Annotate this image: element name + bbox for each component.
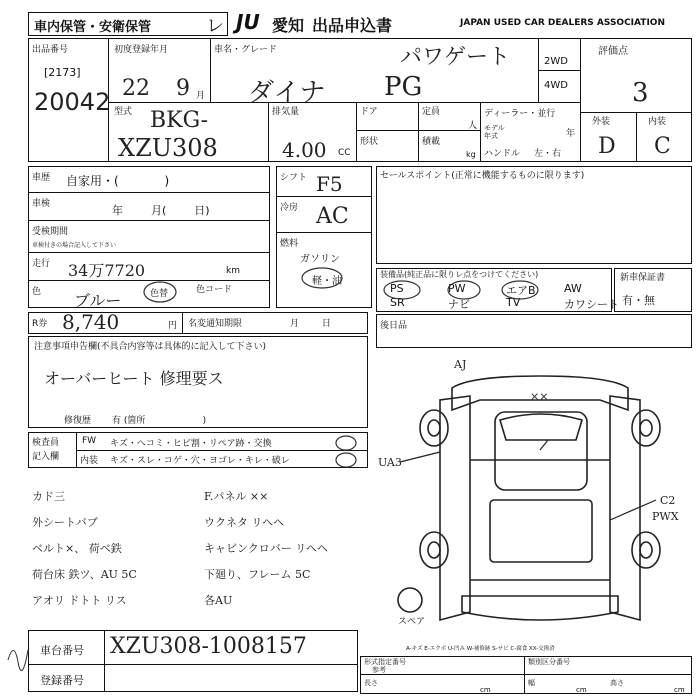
diagram-label-pwx: PWX — [652, 510, 679, 523]
score-label: 評価点 — [598, 46, 628, 57]
inspector-note: カド三 — [32, 490, 65, 503]
int-inspect-label: 内装 — [80, 456, 99, 466]
damage-legend: A-キズ E-エクボ U-凹み W-補修跡 S-サビ C-腐食 XX-交換済 — [406, 646, 555, 652]
storage-mark: レ — [206, 16, 224, 37]
drive-2wd: 2WD — [544, 56, 568, 67]
equip-item: SR — [390, 296, 405, 309]
car-right-side — [610, 396, 640, 620]
recycle-value: 8,740 — [62, 310, 120, 334]
inspector-note: 荷台床 鉄ツ、AU 5C — [32, 568, 137, 581]
reg-month-unit: 月 — [196, 91, 206, 101]
int-grade: C — [654, 134, 671, 159]
color-value: ブルー — [74, 291, 122, 310]
lot-sub: [2173] — [44, 66, 81, 79]
mileage-value: 34万7720 — [68, 261, 146, 280]
cm-2: cm — [576, 686, 587, 694]
score: 3 — [632, 78, 649, 108]
fuel-gas: ガソリン — [300, 254, 340, 265]
shift-label: シフト — [280, 173, 308, 183]
spec-label-2: 類別区分番号 — [528, 658, 570, 666]
equip-item: ナビ — [448, 298, 470, 311]
color-label: 色 — [32, 287, 42, 297]
ac-value: AC — [316, 204, 349, 229]
handle-opts: 左・右 — [534, 149, 562, 159]
load-unit: kg — [466, 150, 476, 159]
handle-label: ハンドル — [484, 149, 521, 159]
shaken-value: 年 月( 日) — [112, 204, 210, 217]
lot-number: 20042 — [34, 88, 111, 116]
org-english: JAPAN USED CAR DEALERS ASSOCIATION — [460, 18, 665, 28]
reg-month: 9 — [176, 76, 190, 101]
name-change-value: 月 日 — [290, 319, 331, 329]
circle-ps — [384, 281, 420, 299]
spare-tire — [398, 588, 422, 612]
fw-items: キズ・へコミ・ヒビ割・リペア跡・交換 — [110, 439, 272, 449]
diagram-label-ua3: UA3 — [378, 456, 402, 469]
height-label: 高さ — [610, 679, 624, 687]
equip-item: AW — [564, 282, 582, 295]
circle-yabure — [336, 453, 356, 467]
c2-leader — [610, 500, 656, 520]
jukensho-label: 受検期間 — [32, 227, 69, 237]
notice-label: 注意事項申告欄(不具合内容等は具体的に記入して下さい) — [34, 342, 267, 352]
circle-color-change — [144, 282, 176, 302]
recycle-unit: 円 — [168, 321, 178, 331]
equip-item: PS — [390, 282, 404, 295]
windshield — [500, 414, 582, 440]
car-left-side — [440, 396, 470, 620]
mileage-unit: km — [226, 266, 240, 276]
inspector-note: 外シートバブ — [32, 516, 98, 529]
diagram-label-xx: ×× — [530, 390, 549, 403]
ref-label-1: 参考 — [372, 666, 386, 674]
inspector-note: アオリ ドトト リス — [32, 594, 127, 607]
width-label: 幅 — [528, 679, 535, 687]
frame-value: XZU308-1008157 — [110, 634, 307, 659]
hand-squiggle — [8, 650, 28, 671]
reg-year: 22 — [122, 76, 150, 101]
equip-label: 装備品(純正品に限りレ点をつけてください) — [380, 270, 539, 279]
cab-roof — [495, 412, 587, 490]
equip-item: PW — [448, 282, 466, 295]
inspector-note: 下廻り、フレーム 5C — [204, 568, 311, 581]
name-change-label: 名変通知期限 — [188, 319, 243, 329]
spec-label-1: 形式指定番号 — [364, 658, 406, 666]
load-label: 積載 — [422, 137, 441, 147]
cargo-bed — [490, 500, 592, 562]
shaken-label: 車検 — [32, 199, 51, 209]
door-label: ドア — [360, 107, 378, 117]
later-label: 後日品 — [380, 321, 408, 331]
int-label: 内装 — [648, 117, 667, 127]
fuel-diesel: 軽・油 — [312, 276, 342, 287]
repair-label: 修復歴 — [64, 416, 92, 426]
equip-item: カワシート — [564, 298, 619, 311]
diagram-label-c2: C2 — [660, 494, 676, 507]
ac-label: 冷房 — [280, 203, 299, 213]
car-rear — [462, 596, 618, 620]
model-year-unit: 年 — [566, 129, 576, 139]
jukensho-sub: 車検付きの場合記入して下さい — [32, 242, 117, 249]
type-value: BKG- — [150, 108, 209, 133]
ua3-leader — [400, 452, 440, 462]
storage-label: 車内保管・安衛保管 — [34, 20, 152, 35]
new-warranty-value: 有・無 — [622, 294, 655, 307]
form-title: 出品申込書 — [312, 16, 393, 35]
inspect-label: 検査員 記入欄 — [32, 438, 60, 462]
drive-4wd: 4WD — [544, 80, 568, 91]
diagram-label-aj: AJ — [454, 358, 467, 371]
reg-label: 初度登録年月 — [114, 45, 169, 55]
frame-label: 車台番号 — [40, 644, 84, 657]
int-items: キズ・スレ・コゲ・穴・ヨゴレ・キレ・破レ — [110, 456, 290, 466]
lot-label: 出品番号 — [32, 45, 69, 55]
model-label: 車名・グレード — [214, 45, 278, 55]
org-name: 愛知 — [272, 16, 305, 35]
cap-label: 定員 — [422, 107, 441, 117]
circle-diesel — [302, 268, 342, 288]
mileage-label: 走行 — [32, 259, 51, 269]
inspector-note: F.パネル ×× — [204, 490, 269, 503]
wheel-fl — [420, 410, 448, 446]
grade-note: パワゲート — [400, 45, 511, 70]
sales-point-label: セールスポイント(正常に機能するものに限ります) — [380, 171, 585, 181]
reg-num-label: 登録番号 — [40, 674, 84, 687]
wheel-rl — [420, 532, 448, 568]
cm-1: cm — [480, 686, 491, 694]
shift-value: F5 — [316, 172, 343, 196]
diagram-label-spare: スペア — [398, 617, 426, 627]
ext-grade: D — [598, 134, 616, 159]
disp-value: 4.00 — [282, 138, 327, 162]
type-label: 型式 — [114, 107, 133, 117]
new-warranty-label: 新車保証書 — [620, 273, 666, 283]
inspector-note: ベルト×、 荷ベ鉄 — [32, 542, 122, 555]
wheel-fr — [632, 410, 660, 446]
inspector-note: キャビンクロバー リヘヘ — [204, 542, 329, 555]
cap-unit: 人 — [468, 121, 478, 131]
inspector-note: 各AU — [204, 594, 233, 607]
fw-label: FW — [82, 436, 97, 446]
circle-kouk — [336, 436, 356, 450]
circle-airbag — [502, 281, 538, 299]
cm-3: cm — [674, 686, 685, 694]
wheel-rr — [632, 532, 660, 568]
model-name: ダイナ — [248, 78, 326, 108]
equip-item: エアB — [506, 284, 536, 297]
model-year-label: モデル 年式 — [484, 124, 505, 140]
chassis-value: XZU308 — [118, 134, 218, 162]
disp-label: 排気量 — [272, 107, 300, 117]
dealer-label: ディーラー・並行 — [484, 109, 556, 119]
shape-label: 形状 — [360, 137, 379, 147]
inspector-note: ウクネタ リヘヘ — [204, 516, 285, 529]
disp-unit: CC — [338, 148, 351, 158]
recycle-label: R券 — [32, 319, 48, 329]
repair-value: 有 (箇所 ) — [112, 416, 207, 426]
fuel-label: 燃料 — [280, 239, 299, 249]
history-value: 自家用・( ) — [66, 174, 170, 188]
len-label: 長さ — [364, 679, 378, 687]
grade: PG — [384, 72, 423, 102]
ext-label: 外装 — [592, 117, 611, 127]
notice-value: オーバーヒート 修理要ス — [44, 369, 224, 388]
equip-item: TV — [506, 296, 521, 309]
ju-logo: JU — [236, 10, 260, 34]
history-label: 車歴 — [32, 173, 51, 183]
circle-pw — [448, 281, 480, 299]
color-code-label: 色コード — [196, 285, 233, 295]
color-change-label: 色替 — [150, 289, 169, 299]
damage-mark-front — [540, 440, 548, 450]
